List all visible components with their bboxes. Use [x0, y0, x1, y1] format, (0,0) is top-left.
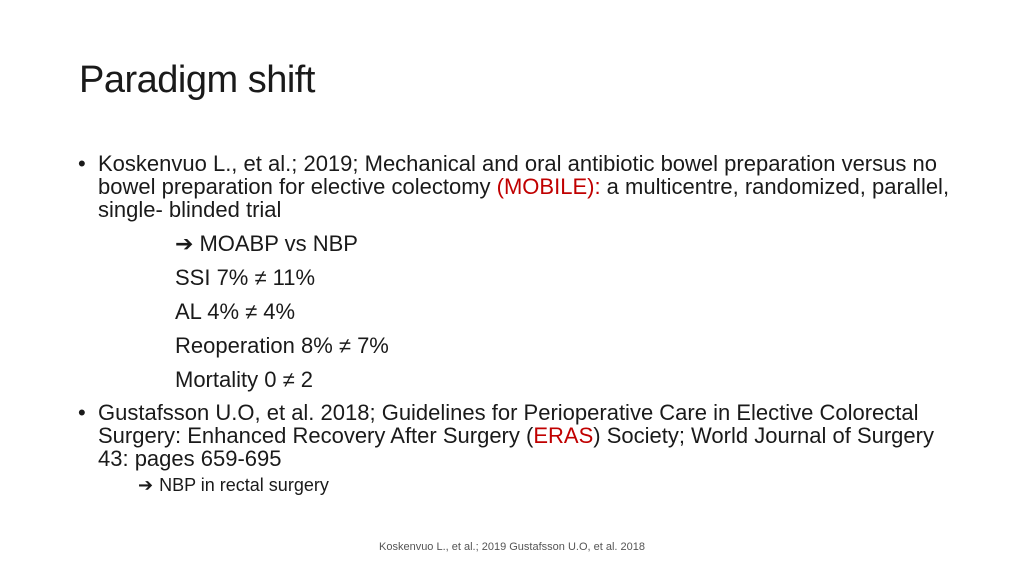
arrow-right-icon: ➔ — [175, 231, 194, 256]
sub-item-text: NBP in rectal surgery — [159, 475, 329, 495]
sub-item-al: AL 4% ≠ 4% — [175, 299, 296, 324]
mobile-highlight: (MOBILE): — [496, 174, 601, 199]
sub-item-ssi: SSI 7% ≠ 11% — [175, 265, 316, 290]
bullet-list — [78, 152, 958, 498]
citation-text-tail: a multicentre, randomized, parallel, single- blinded trial — [98, 174, 950, 222]
arrow-right-icon: ➔ — [138, 475, 154, 495]
slide-footer: Koskenvuo L., et al.; 2019 Gustafsson U.O, et al. 2018 — [379, 541, 645, 553]
bullet-text — [98, 152, 958, 221]
bullet-dot-icon: • — [78, 400, 86, 425]
sub-item-text: MOABP vs NBP — [199, 231, 358, 256]
eras-highlight: ERAS — [533, 423, 594, 448]
citation-text-tail: ) Society; World Journal of Surgery 43: pages 659-695 — [98, 423, 934, 471]
bullet-eras-guidelines — [78, 401, 958, 498]
sub-item-mortality: Mortality 0 ≠ 2 — [175, 367, 314, 392]
citation-text: Gustafsson U.O, et al. 2018; Guidelines for Perioperative Care in Elective Colorectal Surgery: Enhanced Recovery After Surgery ( — [98, 400, 919, 448]
sub-item-comparison — [98, 227, 958, 261]
citation-text: Koskenvuo L., et al.; 2019; Mechanical and oral antibiotic bowel preparation versus no bowel preparation for elective colectomy — [98, 151, 937, 199]
sub-item-reoperation: Reoperation 8% ≠ 7% — [175, 333, 389, 358]
slide-title: Paradigm shift — [79, 59, 315, 101]
sub-item-nbp-rectal — [98, 472, 958, 498]
bullet-text — [98, 401, 958, 470]
bullet-dot-icon: • — [78, 151, 86, 176]
bullet-mobile-trial — [78, 152, 958, 397]
